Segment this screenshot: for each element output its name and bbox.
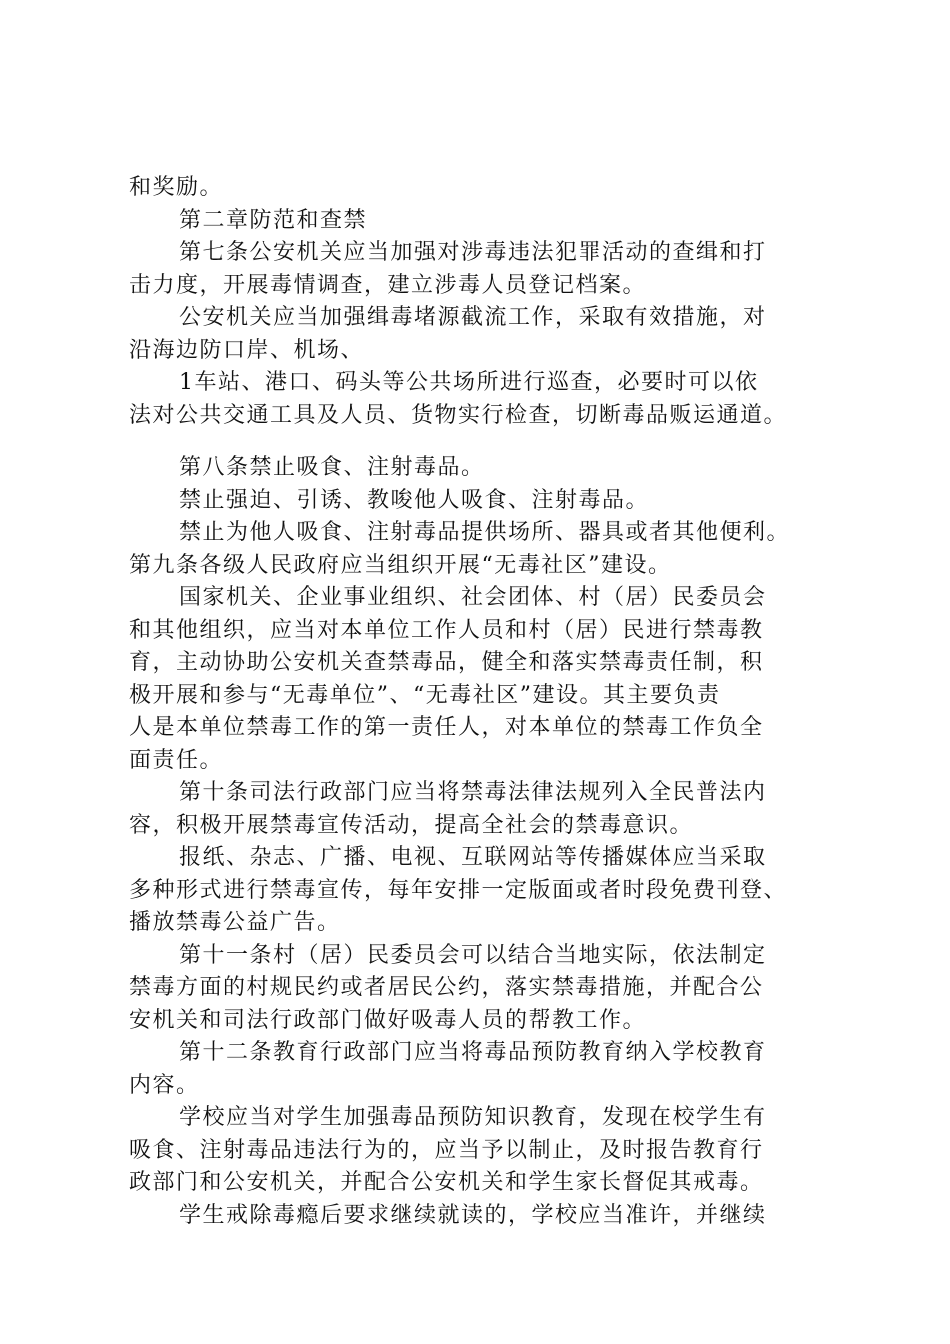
text-line: 容，积极开展禁毒宣传活动，提高全社会的禁毒意识。 — [129, 812, 694, 838]
text-line: 学校应当对学生加强毒品预防知识教育，发现在校学生有 — [179, 1105, 767, 1130]
text-line: 禁毒方面的村规民约或者居民公约，落实禁毒措施，并配合公 — [129, 975, 764, 1000]
text-line: 国家机关、企业事业组织、社会团体、村（居）民委员会 — [179, 585, 767, 610]
text-line: 沿海边防口岸、机场、 — [129, 337, 365, 363]
text-line: 击力度，开展毒情调查，建立涉毒人员登记档案。 — [129, 272, 647, 298]
text-line: 多种形式进行禁毒宣传，每年安排一定版面或者时段免费刊登、 — [129, 877, 788, 903]
article-9-line: 第九条各级人民政府应当组织开展“无毒社区”建设。 — [129, 552, 672, 578]
text-line: 播放禁毒公益广告。 — [129, 910, 341, 935]
article-11-line: 第十一条村（居）民委员会可以结合当地实际，依法制定 — [179, 942, 767, 968]
text-line: 面责任。 — [129, 747, 224, 773]
text-line: 政部门和公安机关，并配合公安机关和学生家长督促其戒毒。 — [129, 1170, 764, 1195]
text-line: 吸食、注射毒品违法行为的，应当予以制止，及时报告教育行 — [129, 1137, 764, 1163]
text-line: 1车站、港口、码头等公共场所进行巡查，必要时可以依 — [179, 370, 759, 395]
text-line: 人是本单位禁毒工作的第一责任人，对本单位的禁毒工作负全 — [129, 715, 764, 740]
text-line: 育，主动协助公安机关查禁毒品，健全和落实禁毒责任制，积 — [129, 650, 764, 675]
text-line: 公安机关应当加强缉毒堵源截流工作，采取有效措施，对 — [179, 305, 767, 330]
text-line: 法对公共交通工具及人员、货物实行检查，切断毒品贩运通道。 — [129, 402, 788, 428]
text-line: 和奖励。 — [129, 175, 224, 200]
text-line: 报纸、杂志、广播、电视、互联网站等传播媒体应当采取 — [179, 845, 767, 870]
text-line: 内容。 — [129, 1072, 200, 1098]
chapter-heading: 第二章防范和查禁 — [179, 207, 368, 233]
article-10-line: 第十条司法行政部门应当将禁毒法律法规列入全民普法内 — [179, 780, 767, 805]
article-12-line: 第十二条教育行政部门应当将毒品预防教育纳入学校教育 — [179, 1040, 767, 1065]
text-line: 禁止强迫、引诱、教唆他人吸食、注射毒品。 — [179, 487, 650, 513]
text-line: 学生戒除毒瘾后要求继续就读的，学校应当准许，并继续 — [179, 1202, 767, 1228]
text-line: 禁止为他人吸食、注射毒品提供场所、器具或者其他便利。 — [179, 520, 791, 545]
text-line: 极开展和参与“无毒单位”、“无毒社区”建设。其主要负责 — [129, 682, 721, 708]
text-line: 安机关和司法行政部门做好吸毒人员的帮教工作。 — [129, 1007, 647, 1033]
article-7-line: 第七条公安机关应当加强对涉毒违法犯罪活动的查缉和打 — [179, 240, 767, 265]
text-line: 和其他组织，应当对本单位工作人员和村（居）民进行禁毒教 — [129, 617, 764, 643]
article-8-line: 第八条禁止吸食、注射毒品。 — [179, 455, 485, 480]
document-body — [129, 172, 839, 1232]
